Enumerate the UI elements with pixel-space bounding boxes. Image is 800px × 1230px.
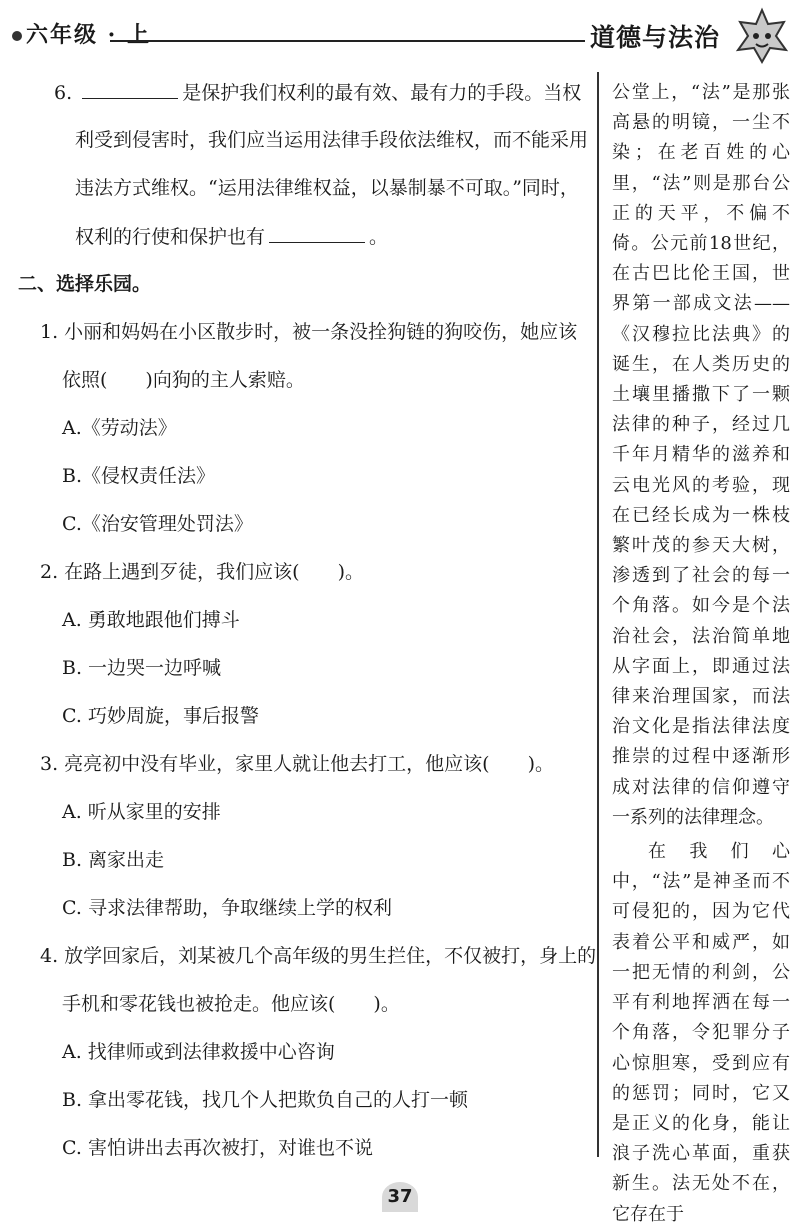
question-stem: 4. 放学回家后，刘某被几个高年级的男生拦住，不仅被打，身上的 [40, 945, 597, 967]
q6-text: 是保护我们权利的最有效、最有力的手段。当权 [182, 82, 582, 104]
question-stem: 依照( )向狗的主人索赔。 [62, 369, 305, 391]
question-stem: 手机和零花钱也被抢走。他应该( )。 [62, 993, 400, 1015]
page-number: 37 [382, 1182, 418, 1212]
q6-line2: 利受到侵害时，我们应当运用法律手段依法维权，而不能采用 [75, 129, 589, 151]
q6-number: 6. [54, 82, 73, 104]
section-title: 二、选择乐园。 [18, 273, 152, 295]
option-a: A. 听从家里的安排 [62, 801, 221, 823]
option-a: A. 勇敢地跟他们搏斗 [62, 609, 240, 631]
option-a: A. 找律师或到法律救援中心咨询 [62, 1041, 335, 1063]
option-b: B. 离家出走 [62, 849, 165, 871]
option-b: B. 一边哭一边呼喊 [62, 657, 222, 679]
header-rule [110, 40, 585, 42]
question-stem: 2. 在路上遇到歹徒，我们应该( )。 [40, 561, 364, 583]
grade-text: 六年级 · 上 [26, 22, 151, 48]
question-stem: 1. 小丽和妈妈在小区散步时，被一条没拴狗链的狗咬伤，她应该 [40, 321, 578, 343]
q6-line4 [75, 224, 388, 249]
option-c: C. 寻求法律帮助，争取继续上学的权利 [62, 897, 392, 919]
option-a: A.《劳动法》 [62, 417, 177, 439]
question-stem: 3. 亮亮初中没有毕业，家里人就让他去打工，他应该( )。 [40, 753, 554, 775]
page-footer [0, 1180, 800, 1217]
page-header [0, 0, 800, 70]
q6-line1 [54, 80, 581, 105]
option-c: C. 巧妙周旋，事后报警 [62, 705, 259, 727]
sidebar-paragraph-2: 在我们心中，“法”是神圣而不可侵犯的，因为它代表着公平和威严，如一把无情的利剑，公平有利地挥洒在每一个角落，令犯罪分子心惊胆寒，受到应有的惩罚；同时，它又是正义的化身，能让浪子洗心革面，重获新生。法无处不在，它存在于 [612, 841, 790, 1225]
sidebar-paragraph-1: 公堂上，“法”是那张高悬的明镜，一尘不染；在老百姓的心里，“法”则是那台公正的天平，不偏不倚。公元前18世纪，在古巴比伦王国，世界第一部成文法——《汉穆拉比法典》的诞生，在人类历史的土壤里播撒下了一颗法律的种子，经过几千年月精华的滋养和云电光风的考验，现在已经长成为一株枝繁叶茂的参天大树，渗透到了社会的每一个角落。如今是个法治社会，法治简单地从字面上，即通过法律来治理国家，而法治文化是指法律法度推崇的过程中逐渐形成对法律的信仰遵守一系列的法律理念。 [612, 82, 790, 828]
column-divider [597, 72, 599, 1157]
fill-blank[interactable] [82, 80, 178, 99]
option-c: C.《治安管理处罚法》 [62, 513, 253, 535]
option-c: C. 害怕讲出去再次被打，对谁也不说 [62, 1137, 373, 1159]
sidebar-reading [612, 78, 790, 1230]
bullet-icon [12, 31, 22, 41]
q6-text: 。 [369, 226, 389, 248]
q6-line3: 违法方式维权。“运用法律维权益，以暴制暴不可取。”同时， [75, 177, 579, 199]
q6-text: 权利的行使和保护也有 [75, 226, 266, 248]
option-b: B.《侵权责任法》 [62, 465, 216, 487]
mascot-icon [732, 6, 792, 66]
option-b: B. 拿出零花钱，找几个人把欺负自己的人打一顿 [62, 1089, 469, 1111]
fill-blank[interactable] [269, 224, 365, 243]
grade-label [12, 18, 151, 49]
subject-title: 道德与法治 [590, 23, 721, 52]
